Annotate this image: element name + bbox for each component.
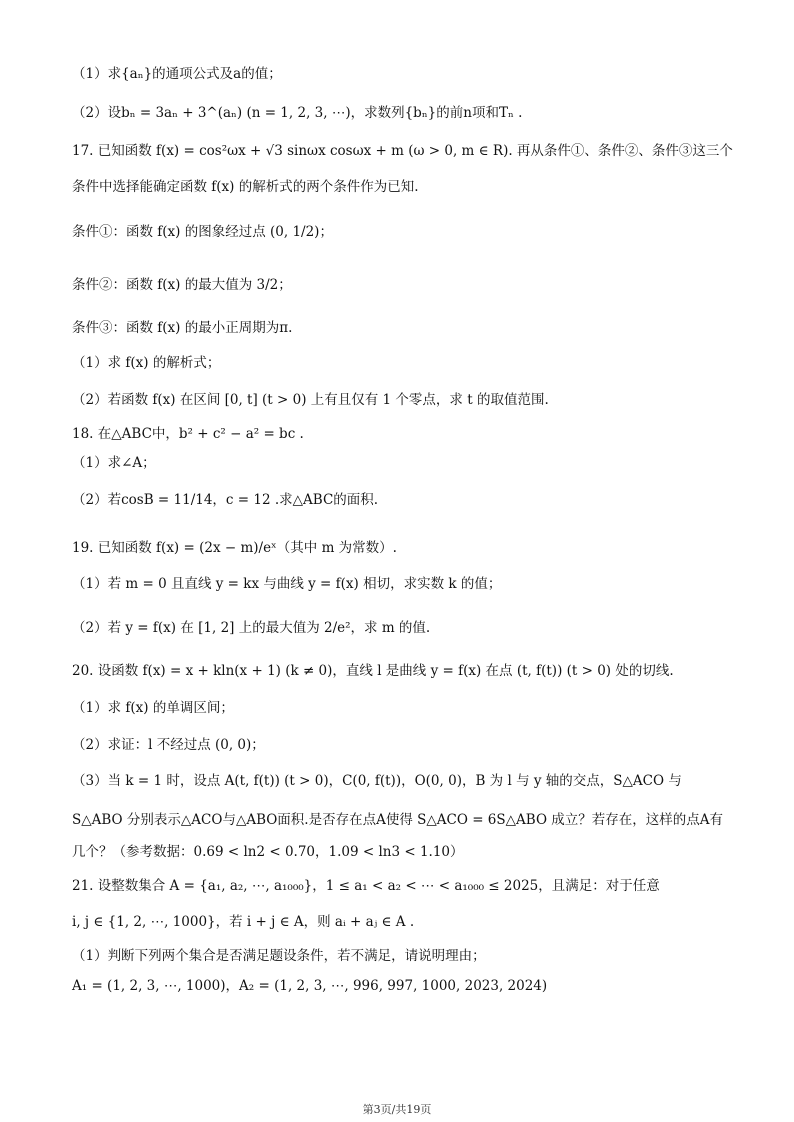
text-line: （1）求{aₙ}的通项公式及a的值；: [72, 66, 282, 82]
text-line: （1）判断下列两个集合是否满足题设条件，若不满足，请说明理由；: [72, 948, 486, 964]
text-line: （2）若cosB = 11/14，c = 12 .求△ABC的面积.: [72, 492, 379, 508]
text-line: （1）求∠A；: [72, 455, 156, 471]
text-line: 17. 已知函数 f(x) = cos²ωx + √3 sinωx cosωx + m (ω > 0, m ∈ R). 再从条件①、条件②、条件③这三个: [72, 143, 733, 159]
text-line: i, j ∈ {1, 2, ⋯, 1000}，若 i + j ∈ A，则 aᵢ + aⱼ ∈ A .: [72, 914, 415, 930]
text-line: （1）求 f(x) 的解析式；: [72, 355, 221, 371]
text-line: 条件①：函数 f(x) 的图象经过点 (0, 1/2)；: [72, 224, 333, 240]
page-number: 第3页/共19页: [362, 1103, 432, 1116]
text-line: （2）求证：l 不经过点 (0, 0)；: [72, 737, 265, 753]
text-line: （2）若 y = f(x) 在 [1, 2] 上的最大值为 2/e²，求 m 的值.: [72, 620, 431, 636]
text-line: （2）设bₙ = 3aₙ + 3^(aₙ) (n = 1, 2, 3, ⋯)，求数列{bₙ}的前n项和Tₙ .: [72, 105, 523, 121]
text-line: 19. 已知函数 f(x) = (2x − m)/eˣ（其中 m 为常数）.: [72, 540, 397, 556]
text-line: 条件③：函数 f(x) 的最小正周期为π.: [72, 320, 293, 336]
text-line: 21. 设整数集合 A = {a₁, a₂, ⋯, a₁₀₀₀}，1 ≤ a₁ < a₂ < ⋯ < a₁₀₀₀ ≤ 2025，且满足：对于任意: [72, 878, 660, 894]
text-line: （3）当 k = 1 时，设点 A(t, f(t)) (t > 0)，C(0, f(t))，O(0, 0)，B 为 l 与 y 轴的交点，S△ACO 与: [72, 773, 682, 789]
text-line: 条件②：函数 f(x) 的最大值为 3/2；: [72, 277, 292, 293]
text-line: 20. 设函数 f(x) = x + kln(x + 1) (k ≠ 0)，直线 l 是曲线 y = f(x) 在点 (t, f(t)) (t > 0) 处的切线.: [72, 663, 674, 679]
text-line: S△ABO 分别表示△ACO与△ABO面积.是否存在点A使得 S△ACO = 6S△ABO 成立？若存在，这样的点A有: [72, 812, 724, 828]
text-line: 条件中选择能确定函数 f(x) 的解析式的两个条件作为已知.: [72, 179, 419, 195]
text-line: 几个？（参考数据：0.69 < ln2 < 0.70，1.09 < ln3 < 1.10）: [72, 844, 464, 860]
text-line: 18. 在△ABC中，b² + c² − a² = bc .: [72, 426, 304, 442]
text-line: （1）若 m = 0 且直线 y = kx 与曲线 y = f(x) 相切，求实数 k 的值；: [72, 576, 502, 592]
text-line: （1）求 f(x) 的单调区间；: [72, 700, 234, 716]
text-line: （2）若函数 f(x) 在区间 [0, t] (t > 0) 上有且仅有 1 个零点，求 t 的取值范围.: [72, 392, 549, 408]
text-line: A₁ = (1, 2, 3, ⋯, 1000)，A₂ = (1, 2, 3, ⋯, 996, 997, 1000, 2023, 2024): [72, 978, 548, 994]
